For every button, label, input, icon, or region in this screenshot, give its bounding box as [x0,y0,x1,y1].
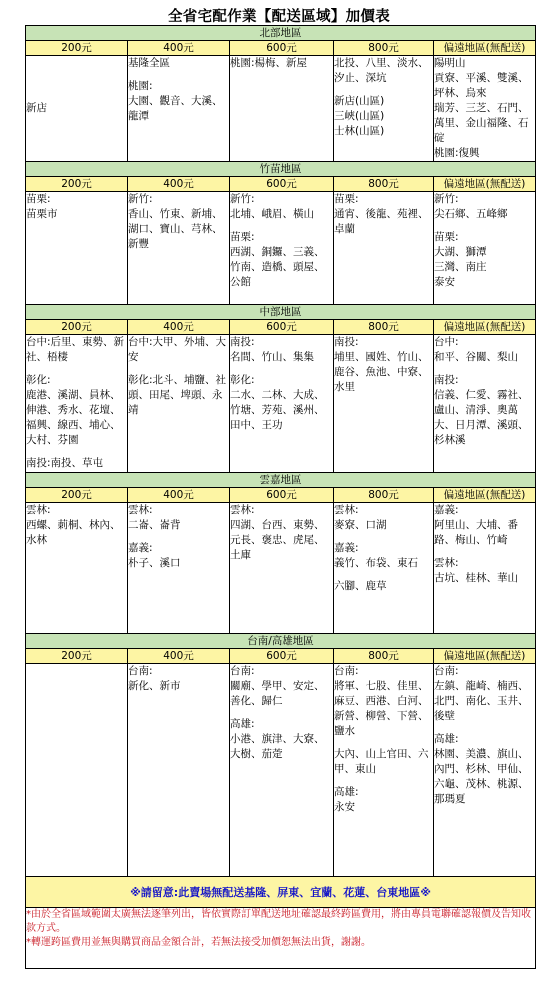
area-line: 新竹: [128,193,153,205]
block-spacer [26,448,127,456]
area-line: 西螺、莿桐、林內、水林 [26,519,121,546]
block-spacer [334,533,433,541]
block-spacer [230,365,333,373]
area-line: 新化、新市 [128,680,181,692]
area-line: 香山、竹東、新埔、湖口、寶山、芎林、新豐 [128,208,223,250]
price-tier-header: 400元 [128,320,230,335]
area-block [230,717,333,762]
area-line: 名間、竹山、集集 [230,351,314,363]
area-block [334,192,433,237]
area-line: 台南: [128,665,153,677]
area-line: 鹿港、溪湖、員林、伸港、秀水、花壇、福興、線西、埔心、大村、芬園 [26,389,121,446]
footnotes [26,908,536,969]
price-tier-header: 800元 [334,320,434,335]
area-cell [128,335,230,473]
area-block [26,192,127,222]
area-line: 台南: [434,665,459,677]
area-block [26,335,127,365]
price-tier-header: 800元 [334,177,434,192]
area-line: 和平、谷關、梨山 [434,351,518,363]
price-tier-header: 200元 [26,41,128,56]
footnote-1: *由於全省區域範圍太廣無法逐筆列出，皆依實際訂單配送地址確認最終跨區費用，將由專員電聯確認報價及告知收款方式。 [26,909,531,934]
region-header: 北部地區 [26,26,536,41]
area-block [434,556,535,586]
area-line: 新店(山區) [334,95,385,107]
area-line: 台南: [334,665,359,677]
area-cell [230,192,334,305]
price-tier-header: 600元 [230,177,334,192]
area-cell [128,56,230,162]
area-cell [334,56,434,162]
area-line: 關廟、學甲、安定、善化、歸仁 [230,680,325,707]
price-tier-header: 600元 [230,488,334,503]
block-spacer [230,709,333,717]
area-cell [26,335,128,473]
area-line: 三灣、南庄 [434,261,487,273]
area-line: 南投: [434,374,459,386]
area-block [334,94,433,139]
block-spacer [334,571,433,579]
area-line: 將軍、七股、佳里、麻豆、西港、白河、新營、柳營、下營、鹽水 [334,680,429,737]
area-line: 彰化:北斗、埔鹽、社頭、田尾、埤頭、永靖 [128,374,227,416]
no-delivery-notice: ※請留意:此賣場無配送基隆、屏東、宜蘭、花蓮、台東地區※ [26,877,536,908]
block-spacer [334,777,433,785]
area-line: 新竹: [230,193,255,205]
area-line: 大園、觀音、大溪、龍潭 [128,95,223,122]
area-block [334,664,433,739]
area-line: 高雄: [434,733,459,745]
region-header: 台南/高雄地區 [26,634,536,649]
block-spacer [128,71,229,79]
block-spacer [434,365,535,373]
price-tier-header: 偏遠地區(無配送) [434,320,536,335]
block-spacer [128,533,229,541]
area-line: 苗栗: [434,231,459,243]
region-header: 雲嘉地區 [26,473,536,488]
area-line: 南投: [334,336,359,348]
area-cell [26,192,128,305]
block-spacer [334,86,433,94]
area-line: 大內、山上官田、六甲、東山 [334,748,429,775]
block-spacer [128,365,229,373]
area-line: 小港、旗津、大寮、大樹、茄萣 [230,733,325,760]
area-block [230,192,333,222]
block-spacer [26,365,127,373]
area-cell [26,56,128,162]
area-line: 雲林: [128,504,153,516]
price-tier-header: 800元 [334,41,434,56]
area-line: 陽明山 [434,57,466,69]
area-line: 高雄: [230,718,255,730]
footnote-2: *轉運跨區費用並無與購買商品金額合計，若無法接受加價恕無法出貨，謝謝。 [26,937,371,948]
delivery-price-table [25,25,536,969]
area-line: 高雄: [334,786,359,798]
area-block [434,230,535,290]
area-line: 嘉義: [334,542,359,554]
price-tier-header: 200元 [26,488,128,503]
area-line: 北埔、峨眉、橫山 [230,208,314,220]
area-line: 台中:后里、東勢、新社、梧棲 [26,336,125,363]
price-tier-header: 200元 [26,320,128,335]
block-spacer [434,222,535,230]
price-tier-header: 600元 [230,41,334,56]
area-line: 彰化: [26,374,51,386]
area-line: 台中:大甲、外埔、大安 [128,336,227,363]
area-line: 南投:南投、草屯 [26,457,104,469]
area-line: 基隆全區 [128,57,170,69]
area-line: 泰安 [434,276,455,288]
price-tier-header: 600元 [230,649,334,664]
area-block [434,732,535,807]
area-block [434,664,535,724]
area-block [128,541,229,571]
price-tier-header: 600元 [230,320,334,335]
area-cell [334,335,434,473]
area-block [128,373,229,418]
area-block [334,785,433,815]
area-line: 阿里山、大埔、番路、梅山、竹崎 [434,519,518,546]
area-block [128,503,229,533]
area-line: 苗栗: [230,231,255,243]
area-cell [334,192,434,305]
area-block [230,56,333,71]
area-cell [230,503,334,634]
area-line: 六腳、鹿草 [334,580,387,592]
price-tier-header: 偏遠地區(無配送) [434,649,536,664]
area-line: 朴子、溪口 [128,557,181,569]
area-line: 雲林: [434,557,459,569]
area-line: 南投: [230,336,255,348]
area-line: 桃園:復興 [434,147,480,159]
area-block [334,335,433,395]
area-block [26,503,127,548]
region-header: 竹苗地區 [26,162,536,177]
area-block [230,664,333,709]
area-block [334,579,433,594]
area-block [434,373,535,448]
area-line: 西湖、銅鑼、三義、竹南、造橋、頭屋、公館 [230,246,325,288]
price-tier-header: 800元 [334,649,434,664]
area-block [434,56,535,161]
area-line: 苗栗市 [26,208,58,220]
price-tier-header: 偏遠地區(無配送) [434,488,536,503]
area-cell [26,503,128,634]
area-block [334,541,433,571]
area-line: 三峽(山區) [334,110,385,122]
area-line: 瑞芳、三芝、石門、萬里、金山福隆、石碇 [434,102,529,144]
area-cell [230,664,334,877]
area-line: 苗栗: [26,193,51,205]
area-block [128,56,229,71]
area-cell [434,335,536,473]
area-block [334,747,433,777]
area-line: 通宵、後龍、苑裡、卓蘭 [334,208,429,235]
area-line: 嘉義: [128,542,153,554]
area-cell [128,192,230,305]
price-tier-header: 偏遠地區(無配送) [434,41,536,56]
area-line: 義竹、布袋、東石 [334,557,418,569]
area-line: 貢寮、平溪、雙溪、坪林、烏來 [434,72,529,99]
price-tier-header: 400元 [128,649,230,664]
block-spacer [434,548,535,556]
document-title: 全省宅配作業【配送區域】加價表 [168,9,390,25]
area-line: 桃園:楊梅、新屋 [230,57,308,69]
region-header: 中部地區 [26,305,536,320]
area-block [26,456,127,471]
area-block [128,192,229,252]
area-line: 左鎮、龍崎、楠西、北門、南化、玉井、後壁 [434,680,529,722]
block-spacer [230,222,333,230]
area-line: 嘉義: [434,504,459,516]
area-line: 二水、二林、大成、竹塘、芳苑、溪州、田中、王功 [230,389,325,431]
area-line: 四湖、台西、東勢、元長、褒忠、虎尾、土庫 [230,519,325,561]
area-line: 麥寮、口湖 [334,519,387,531]
area-cell [230,335,334,473]
area-block [128,664,229,694]
area-block [334,503,433,533]
area-cell [434,192,536,305]
area-block [128,335,229,365]
area-line: 二崙、崙背 [128,519,181,531]
area-line: 新竹: [434,193,459,205]
area-line: 雲林: [334,504,359,516]
block-spacer [434,724,535,732]
area-line: 士林(山區) [334,125,385,137]
area-cell [334,664,434,877]
area-cell [434,503,536,634]
area-block [434,335,535,365]
area-line: 台中: [434,336,459,348]
area-block [26,101,127,116]
area-line: 永安 [334,801,355,813]
area-line: 雲林: [230,504,255,516]
area-line: 埔里、國姓、竹山、鹿谷、魚池、中寮、水里 [334,351,429,393]
price-tier-header: 200元 [26,649,128,664]
area-cell [334,503,434,634]
price-tier-header: 800元 [334,488,434,503]
area-line: 苗栗: [334,193,359,205]
area-block [334,56,433,86]
area-line: 彰化: [230,374,255,386]
area-block [230,230,333,290]
block-spacer [334,739,433,747]
price-tier-header: 400元 [128,488,230,503]
price-tier-header: 400元 [128,41,230,56]
area-cell [230,56,334,162]
area-line: 雲林: [26,504,51,516]
area-line: 北投、八里、淡水、汐止、深坑 [334,57,429,84]
area-line: 桃園: [128,80,153,92]
area-block [434,503,535,548]
area-line: 信義、仁愛、霧社、盧山、清淨、奧萬大、日月潭、溪頭、杉林溪 [434,389,529,446]
area-block [230,503,333,563]
area-block [128,79,229,124]
area-block [230,373,333,433]
price-tier-header: 偏遠地區(無配送) [434,177,536,192]
area-cell [434,56,536,162]
price-tier-header: 400元 [128,177,230,192]
area-block [434,192,535,222]
area-cell [128,503,230,634]
area-line: 新店 [26,102,47,114]
area-cell [128,664,230,877]
area-cell [434,664,536,877]
price-tier-header: 200元 [26,177,128,192]
area-line: 林園、美濃、旗山、內門、杉林、甲仙、六龜、茂林、桃源、那瑪夏 [434,748,529,805]
area-line: 尖石鄉、五峰鄉 [434,208,508,220]
area-block [230,335,333,365]
area-block [26,373,127,448]
area-line: 台南: [230,665,255,677]
area-cell [26,664,128,877]
area-line: 大湖、獅潭 [434,246,487,258]
area-line: 古坑、桂林、華山 [434,572,518,584]
